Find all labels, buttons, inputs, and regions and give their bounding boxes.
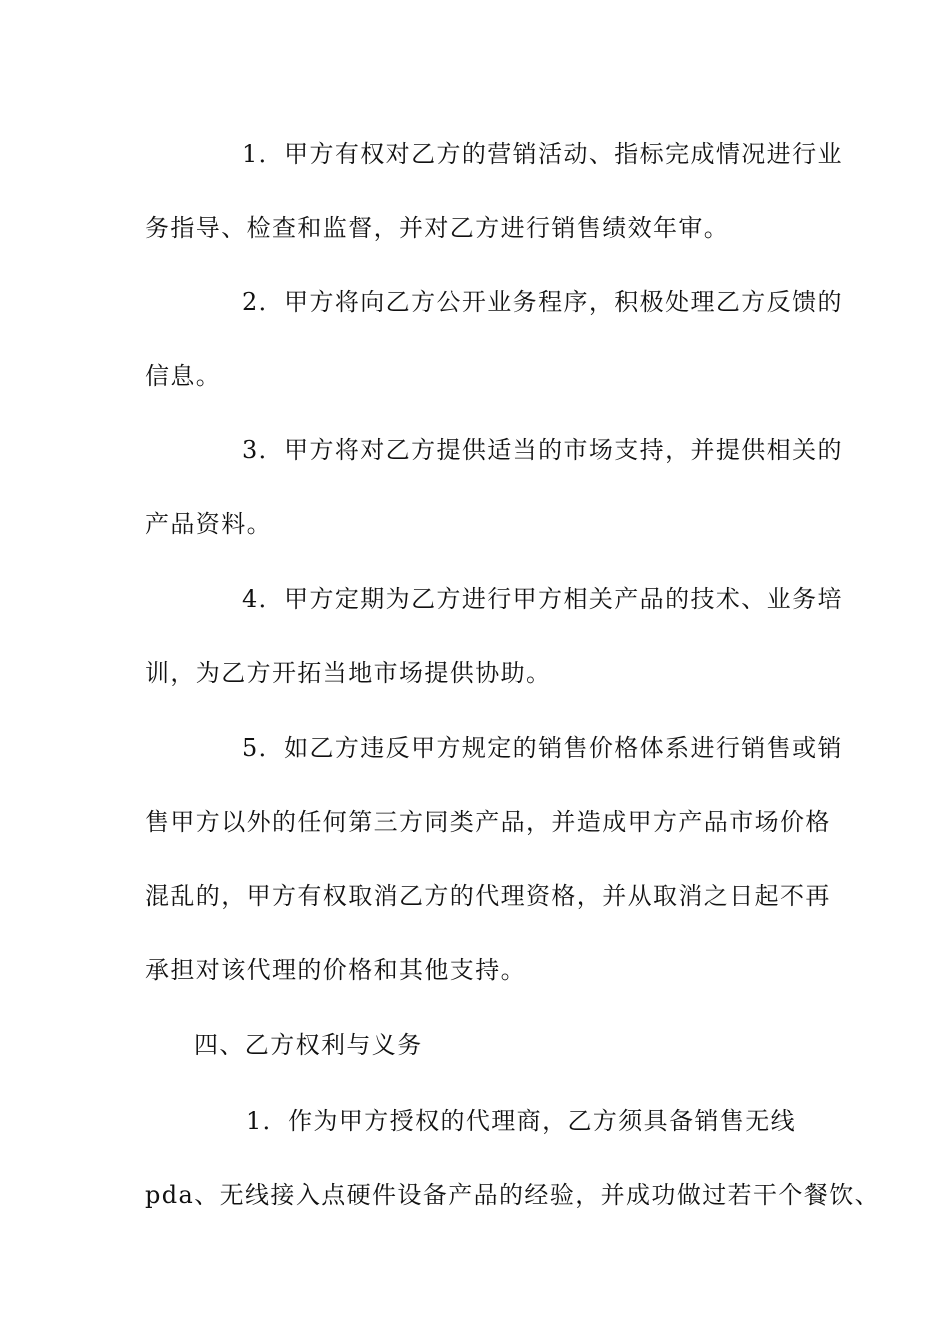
paragraph-4-line-1: 4．甲方定期为乙方进行甲方相关产品的技术、业务培 xyxy=(242,585,843,613)
paragraph-5-line-3: 混乱的，甲方有权取消乙方的代理资格，并从取消之日起不再 xyxy=(145,882,831,910)
paragraph-1-line-1: 1．甲方有权对乙方的营销活动、指标完成情况进行业 xyxy=(242,140,843,168)
section-heading: 四、乙方权利与义务 xyxy=(194,1031,423,1059)
paragraph-5-line-1: 5．如乙方违反甲方规定的销售价格体系进行销售或销 xyxy=(242,734,843,762)
paragraph-2-line-2: 信息。 xyxy=(145,362,222,390)
paragraph-4-line-2: 训，为乙方开拓当地市场提供协助。 xyxy=(145,659,552,687)
paragraph-5-line-4: 承担对该代理的价格和其他支持。 xyxy=(145,956,526,984)
paragraph-6-line-2: pda、无线接入点硬件设备产品的经验，并成功做过若干个餐饮、 xyxy=(145,1181,881,1209)
paragraph-6-line-1: 1．作为甲方授权的代理商，乙方须具备销售无线 xyxy=(246,1107,797,1135)
paragraph-1-line-2: 务指导、检查和监督，并对乙方进行销售绩效年审。 xyxy=(145,214,730,242)
paragraph-3-line-2: 产品资料。 xyxy=(145,510,272,538)
paragraph-5-line-2: 售甲方以外的任何第三方同类产品，并造成甲方产品市场价格 xyxy=(145,808,831,836)
paragraph-2-line-1: 2．甲方将向乙方公开业务程序，积极处理乙方反馈的 xyxy=(242,288,843,316)
paragraph-3-line-1: 3．甲方将对乙方提供适当的市场支持，并提供相关的 xyxy=(242,436,843,464)
